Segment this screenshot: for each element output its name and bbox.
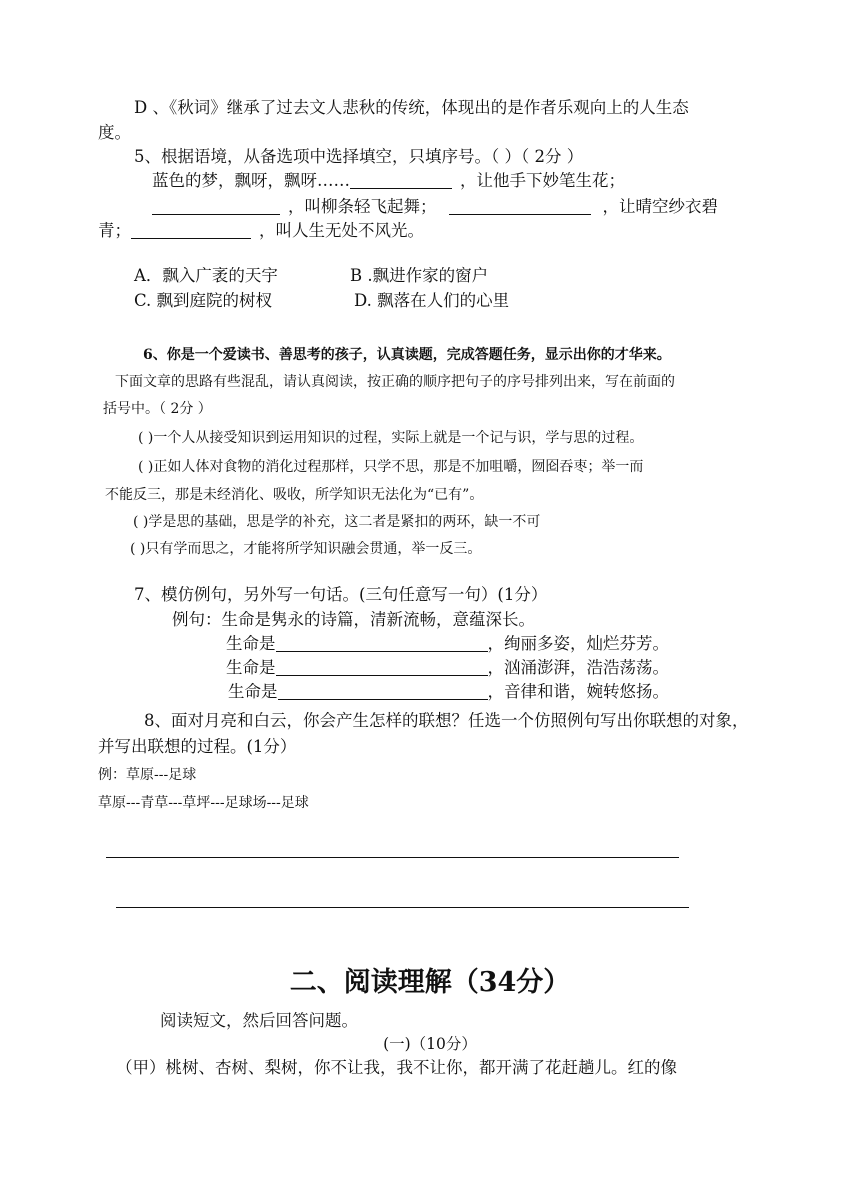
q4-option-d-cont: 度。: [98, 123, 131, 142]
q5-blank-3[interactable]: [449, 198, 591, 215]
q6-instruction-2: 括号中。（ 2分 ）: [103, 401, 212, 417]
passage-first-line: （甲）桃树、杏树、梨树，你不让我，我不让你，都开满了花赶趟儿。红的像: [116, 1058, 677, 1077]
q5-blank-2[interactable]: [152, 198, 280, 215]
q5-option-b: B .飘进作家的窗户: [350, 266, 489, 285]
q5-line3-text-a: 青；: [98, 221, 131, 240]
q7-row-1: [226, 633, 669, 655]
q8-answer-line-2[interactable]: [116, 907, 689, 908]
q7-blank-1[interactable]: [276, 635, 488, 652]
q7-row-1-suffix: ，绚丽多姿，灿烂芬芳。: [487, 634, 669, 653]
q7-row-3-prefix: 生命是: [228, 682, 278, 701]
q7-row-2-suffix: ，汹涌澎湃，浩浩荡荡。: [487, 658, 669, 677]
section-title: 二、阅读理解（34分）: [289, 967, 571, 998]
q7-row-3: [228, 681, 669, 703]
q5-blank-1[interactable]: [350, 172, 452, 189]
q8-prompt-cont: 并写出联想的过程。(1分）: [98, 737, 297, 756]
q6-sentence-1: ( )一个人从接受知识到运用知识的过程，实际上就是一个记与识，学与思的过程。: [138, 430, 644, 446]
q6-sentence-2: ( )正如人体对食物的消化过程那样，只学不思，那是不加咀嚼，囫囵吞枣；举一而: [138, 459, 644, 475]
q6-sentence-4: ( )只有学而思之，才能将所学知识融会贯通，举一反三。: [130, 541, 482, 557]
q5-line2-text-b: ，让晴空纱衣碧: [602, 197, 718, 216]
q5-option-a: A．飘入广袤的天宇: [134, 266, 278, 285]
q6-sentence-3: ( )学是思的基础，思是学的补充，这二者是紧扣的两环，缺一不可: [133, 514, 541, 530]
q5-line3-text-b: ，叫人生无处不风光。: [259, 221, 424, 240]
q7-row-3-suffix: ，音律和谐，婉转悠扬。: [487, 682, 669, 701]
q4-option-d: D 、《秋词》继承了过去文人悲秋的传统，体现出的是作者乐观向上的人生态: [134, 98, 689, 117]
q8-prompt: 8、面对月亮和白云，你会产生怎样的联想？任选一个仿照例句写出你联想的对象，: [144, 711, 749, 730]
q7-row-1-prefix: 生命是: [226, 634, 276, 653]
q6-sentence-2-cont: 不能反三，那是未经消化、吸收，所学知识无法化为“已有”。: [105, 487, 484, 503]
q5-line2-text-a: ，叫柳条轻飞起舞；: [288, 197, 437, 216]
q8-example-label: 例：草原---足球: [98, 767, 197, 783]
q7-blank-2[interactable]: [276, 659, 488, 676]
q5-blank-4[interactable]: [131, 222, 251, 239]
q5-option-d: D. 飘落在人们的心里: [354, 291, 510, 310]
part-heading: (一)（10分）: [383, 1035, 477, 1053]
section-instruction: 阅读短文，然后回答问题。: [160, 1011, 358, 1030]
q7-row-2-prefix: 生命是: [226, 658, 276, 677]
q5-line1: [152, 170, 625, 192]
q5-line3: [98, 220, 424, 242]
q7-row-2: [226, 657, 669, 679]
q5-line2: [152, 196, 718, 218]
q5-line1-text-b: ，让他手下妙笔生花；: [460, 171, 625, 190]
q7-example: 例句：生命是隽永的诗篇，清新流畅，意蕴深长。: [172, 610, 535, 629]
q8-answer-line-1[interactable]: [106, 857, 679, 858]
q6-instruction-1: 下面文章的思路有些混乱，请认真阅读，按正确的顺序把句子的序号排列出来，写在前面的: [115, 374, 675, 390]
q7-prompt: 7、模仿例句，另外写一句话。(三句任意写一句）(1分）: [134, 585, 548, 604]
q5-option-c: C. 飘到庭院的树杈: [134, 291, 273, 310]
q5-prompt: 5、根据语境，从备选项中选择填空，只填序号。（ ）（ 2分 ）: [134, 147, 584, 166]
q8-example-chain: 草原---青草---草坪---足球场---足球: [98, 795, 309, 811]
q7-blank-3[interactable]: [278, 683, 488, 700]
q5-line1-text-a: 蓝色的梦，飘呀，飘呀……: [152, 171, 350, 190]
q6-prompt: 6、你是一个爱读书、善思考的孩子，认真读题，完成答题任务，显示出你的才华来。: [143, 347, 671, 363]
